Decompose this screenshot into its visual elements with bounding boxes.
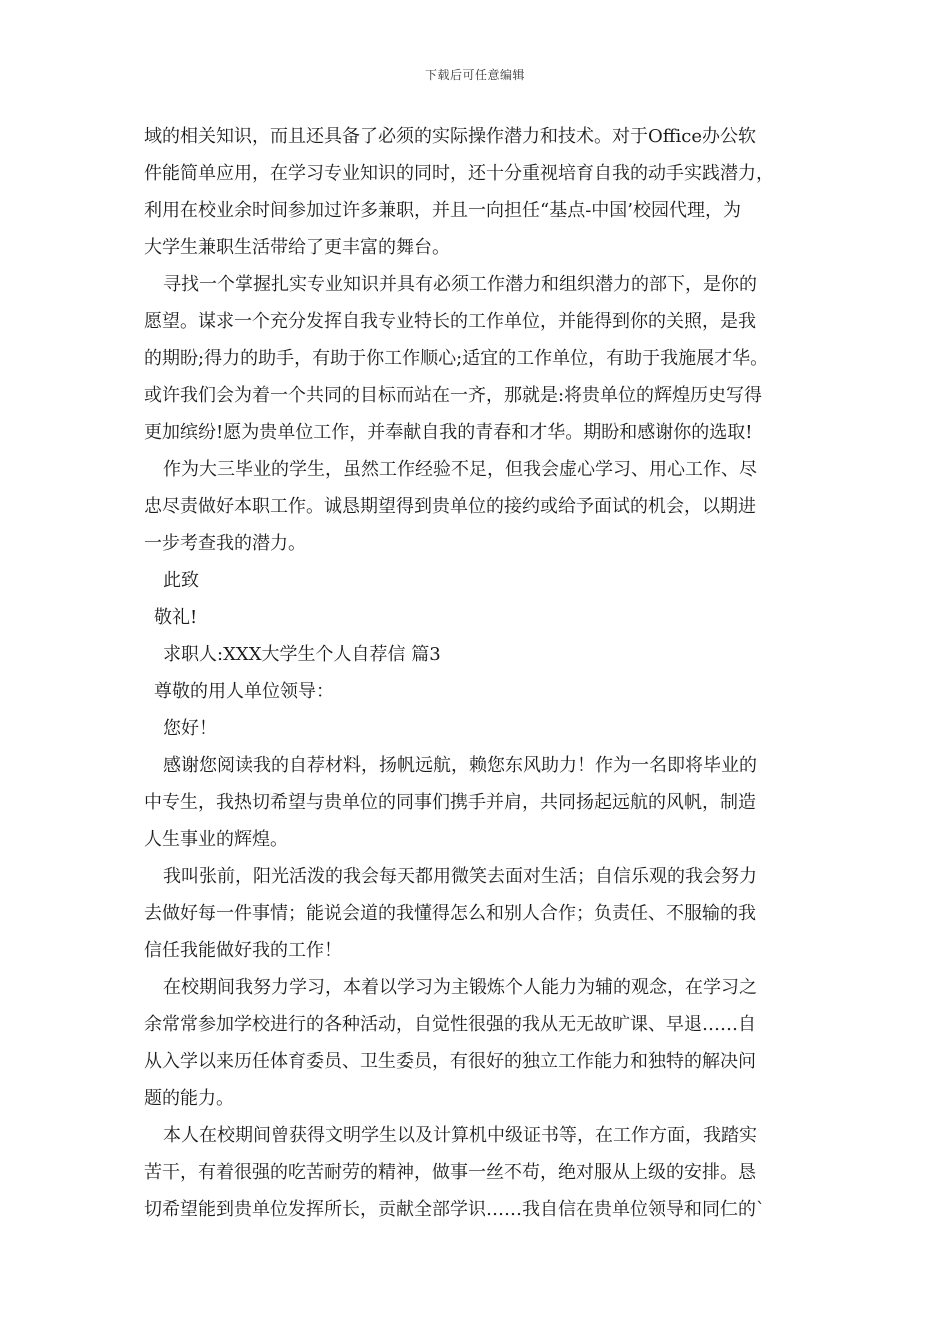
text-line: 去做好每一件事情；能说会道的我懂得怎么和别人合作；负责任、不服输的我 bbox=[144, 903, 756, 924]
text-line: 利用在校业余时间参加过许多兼职，并且一向担任“基点-中国’校园代理，为 bbox=[144, 200, 742, 221]
text-line: 信任我能做好我的工作！ bbox=[144, 940, 342, 961]
text-line: 的期盼;得力的助手，有助于你工作顺心;适宜的工作单位，有助于我施展才华。 bbox=[144, 348, 769, 369]
text-line: 或许我们会为着一个共同的目标而站在一齐，那就是:将贵单位的辉煌历史写得 bbox=[144, 385, 763, 406]
text-line: 苦干，有着很强的吃苦耐劳的精神，做事一丝不苟，绝对服从上级的安排。恳 bbox=[144, 1162, 756, 1183]
text-line: 本人在校期间曾获得文明学生以及计算机中级证书等，在工作方面，我踏实 bbox=[163, 1125, 757, 1146]
text-line: 余常常参加学校进行的各种活动，自觉性很强的我从无无故旷课、早退……自 bbox=[144, 1014, 756, 1035]
text-line: 忠尽责做好本职工作。诚恳期望得到贵单位的接约或给予面试的机会，以期进 bbox=[144, 496, 756, 517]
text-line: 愿望。谋求一个充分发挥自我专业特长的工作单位，并能得到你的关照，是我 bbox=[144, 311, 756, 332]
text-line: 作为大三毕业的学生，虽然工作经验不足，但我会虚心学习、用心工作、尽 bbox=[163, 459, 757, 480]
text-line: 尊敬的用人单位领导： bbox=[154, 681, 334, 702]
text-line: 更加缤纷!愿为贵单位工作，并奉献自我的青春和才华。期盼和感谢你的选取! bbox=[144, 422, 753, 443]
text-line: 一步考查我的潜力。 bbox=[144, 533, 306, 554]
text-line: 寻找一个掌握扎实专业知识并具有必须工作潜力和组织潜力的部下，是你的 bbox=[163, 274, 757, 295]
text-line: 域的相关知识，而且还具备了必须的实际操作潜力和技术。对于Office办公软 bbox=[144, 126, 757, 147]
text-line: 此致 bbox=[163, 570, 199, 591]
text-line: 敬礼! bbox=[154, 607, 198, 628]
text-line: 件能简单应用，在学习专业知识的同时，还十分重视培育自我的动手实践潜力， bbox=[144, 163, 774, 184]
text-line: 人生事业的辉煌。 bbox=[144, 829, 288, 850]
text-line: 中专生，我热切希望与贵单位的同事们携手并肩，共同扬起远航的风帆，制造 bbox=[144, 792, 756, 813]
text-line: 感谢您阅读我的自荐材料，扬帆远航，赖您东风助力！作为一名即将毕业的 bbox=[163, 755, 757, 776]
text-line: 题的能力。 bbox=[144, 1088, 234, 1109]
document-body bbox=[144, 118, 814, 1228]
text-line: 在校期间我努力学习，本着以学习为主锻炼个人能力为辅的观念，在学习之 bbox=[163, 977, 757, 998]
text-line: 您好！ bbox=[163, 718, 217, 739]
text-line: 切希望能到贵单位发挥所长，贡献全部学识……我自信在贵单位领导和同仁的` bbox=[144, 1199, 765, 1220]
text-line: 求职人:XXX大学生个人自荐信 篇3 bbox=[163, 644, 441, 665]
text-line: 我叫张前，阳光活泼的我会每天都用微笑去面对生活；自信乐观的我会努力 bbox=[163, 866, 757, 887]
text-line: 从入学以来历任体育委员、卫生委员，有很好的独立工作能力和独特的解决问 bbox=[144, 1051, 756, 1072]
page-header: 下载后可任意编辑 bbox=[424, 68, 525, 82]
text-line: 大学生兼职生活带给了更丰富的舞台。 bbox=[144, 237, 450, 258]
